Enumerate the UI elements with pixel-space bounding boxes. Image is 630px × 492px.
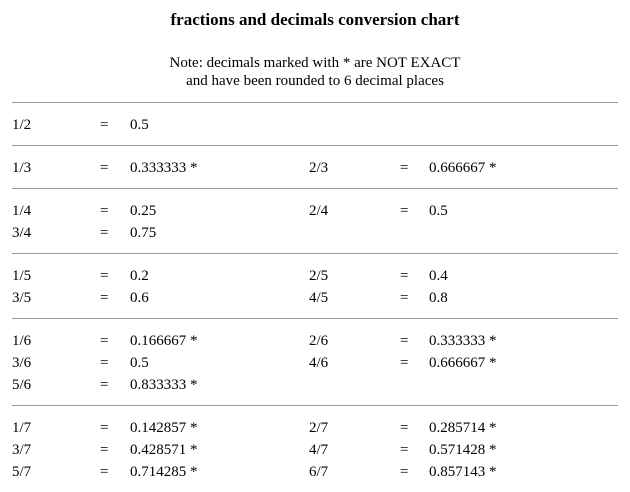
equals-sign: = bbox=[100, 377, 109, 393]
fraction-label: 1/7 bbox=[12, 420, 32, 436]
conversion-row bbox=[12, 222, 618, 244]
decimal-value: 0.666667 * bbox=[429, 160, 497, 176]
page-title: fractions and decimals conversion chart bbox=[170, 10, 460, 29]
equals-sign: = bbox=[100, 355, 109, 371]
fraction-label: 4/6 bbox=[309, 355, 329, 371]
fraction-label: 5/6 bbox=[12, 377, 32, 393]
equals-sign: = bbox=[100, 420, 109, 436]
conversion-row bbox=[12, 352, 618, 374]
decimal-value: 0.714285 * bbox=[130, 464, 198, 480]
fraction-label: 1/5 bbox=[12, 268, 32, 284]
decimal-value: 0.6 bbox=[130, 290, 149, 306]
conversion-row bbox=[12, 330, 618, 352]
fraction-group bbox=[12, 102, 618, 145]
decimal-value: 0.5 bbox=[130, 117, 149, 133]
decimal-value: 0.25 bbox=[130, 203, 157, 219]
fraction-label: 6/7 bbox=[309, 464, 329, 480]
equals-sign: = bbox=[100, 117, 109, 133]
decimal-value: 0.2 bbox=[130, 268, 149, 284]
rounding-note bbox=[0, 54, 630, 90]
equals-sign: = bbox=[400, 268, 409, 284]
decimal-value: 0.833333 * bbox=[130, 377, 198, 393]
fraction-label: 1/3 bbox=[12, 160, 32, 176]
equals-sign: = bbox=[100, 203, 109, 219]
equals-sign: = bbox=[100, 333, 109, 349]
decimal-value: 0.166667 * bbox=[130, 333, 198, 349]
decimal-value: 0.428571 * bbox=[130, 442, 198, 458]
decimal-value: 0.5 bbox=[429, 203, 448, 219]
equals-sign: = bbox=[400, 420, 409, 436]
fraction-label: 2/7 bbox=[309, 420, 329, 436]
decimal-value: 0.333333 * bbox=[130, 160, 198, 176]
fraction-label: 2/3 bbox=[309, 160, 329, 176]
equals-sign: = bbox=[100, 160, 109, 176]
conversion-row bbox=[12, 114, 618, 136]
equals-sign: = bbox=[100, 225, 109, 241]
conversion-row bbox=[12, 461, 618, 483]
fraction-group bbox=[12, 145, 618, 188]
decimal-value: 0.5 bbox=[130, 355, 149, 371]
fraction-label: 2/6 bbox=[309, 333, 329, 349]
fraction-group bbox=[12, 405, 618, 492]
fraction-label: 4/7 bbox=[309, 442, 329, 458]
rounding-note-line-1: Note: decimals marked with * are NOT EXACT bbox=[169, 55, 461, 71]
fraction-label: 3/7 bbox=[12, 442, 32, 458]
decimal-value: 0.571428 * bbox=[429, 442, 497, 458]
conversion-table bbox=[12, 102, 618, 492]
equals-sign: = bbox=[400, 160, 409, 176]
conversion-row bbox=[12, 374, 618, 396]
conversion-row bbox=[12, 265, 618, 287]
fraction-label: 1/6 bbox=[12, 333, 32, 349]
conversion-row bbox=[12, 439, 618, 461]
equals-sign: = bbox=[100, 290, 109, 306]
decimal-value: 0.75 bbox=[130, 225, 157, 241]
fraction-label: 4/5 bbox=[309, 290, 329, 306]
fraction-label: 1/4 bbox=[12, 203, 32, 219]
fraction-group bbox=[12, 188, 618, 253]
fraction-label: 5/7 bbox=[12, 464, 32, 480]
decimal-value: 0.285714 * bbox=[429, 420, 497, 436]
equals-sign: = bbox=[400, 355, 409, 371]
fraction-label: 2/5 bbox=[309, 268, 329, 284]
fraction-group bbox=[12, 253, 618, 318]
conversion-row bbox=[12, 287, 618, 309]
decimal-value: 0.142857 * bbox=[130, 420, 198, 436]
fraction-group bbox=[12, 318, 618, 405]
conversion-row bbox=[12, 157, 618, 179]
equals-sign: = bbox=[100, 442, 109, 458]
fraction-label: 3/5 bbox=[12, 290, 32, 306]
fraction-label: 2/4 bbox=[309, 203, 329, 219]
decimal-value: 0.4 bbox=[429, 268, 448, 284]
rounding-note-line-2: and have been rounded to 6 decimal places bbox=[186, 73, 444, 89]
equals-sign: = bbox=[400, 290, 409, 306]
conversion-row bbox=[12, 200, 618, 222]
decimal-value: 0.666667 * bbox=[429, 355, 497, 371]
decimal-value: 0.8 bbox=[429, 290, 448, 306]
decimal-value: 0.857143 * bbox=[429, 464, 497, 480]
equals-sign: = bbox=[400, 333, 409, 349]
equals-sign: = bbox=[400, 442, 409, 458]
fraction-label: 3/4 bbox=[12, 225, 32, 241]
equals-sign: = bbox=[100, 464, 109, 480]
equals-sign: = bbox=[400, 203, 409, 219]
equals-sign: = bbox=[100, 268, 109, 284]
conversion-row bbox=[12, 417, 618, 439]
fraction-label: 1/2 bbox=[12, 117, 32, 133]
fraction-label: 3/6 bbox=[12, 355, 32, 371]
equals-sign: = bbox=[400, 464, 409, 480]
decimal-value: 0.333333 * bbox=[429, 333, 497, 349]
